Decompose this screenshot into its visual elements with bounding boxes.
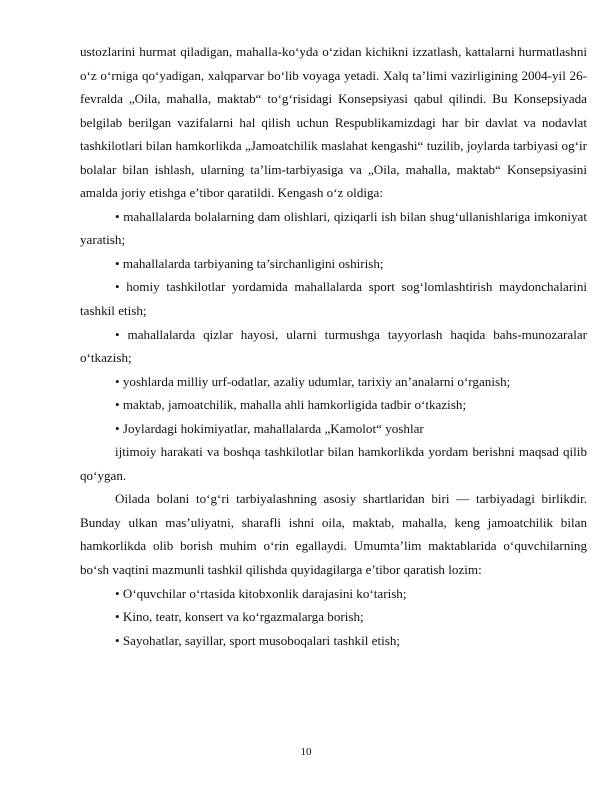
list-item-cinema: • Kino, teatr, konsert va ko‘rgazmalarga borish; [115, 609, 364, 625]
list-item-traditions: • yoshlarda milliy urf-odatlar, azaliy udumlar, tarixiy an’analarni o‘rganish; [115, 373, 511, 389]
list-item-upbringing: • mahallalarda tarbiyaning ta’sirchanligini oshirish; [115, 255, 384, 271]
list-item-joint-events: • maktab, jamoatchilik, mahalla ahli hamkorligida tadbir o‘tkazish; [115, 397, 467, 413]
list-item-kamolot: • Joylardagi hokimiyatlar, mahallalarda „Kamolot“ yoshlar [115, 420, 424, 436]
list-item-leisure: • mahallalarda bolalarning dam olishlari, qiziqarli ish bilan shug‘ullanishlariga imkoniyat yaratish; [80, 208, 587, 248]
page-number: 10 [300, 746, 312, 758]
list-item-reading: • O‘quvchilar o‘rtasida kitobxonlik darajasini ko‘tarish; [115, 585, 407, 601]
list-item-girls-debates: • mahallalarda qizlar hayosi, ularni turmushga tayyorlash haqida bahs-munozaralar o‘tkazish; [80, 326, 587, 366]
paragraph-family-unity: Oilada bolani to‘g‘ri tarbiyalashning asosiy shartlaridan biri — tarbiyadagi birlikdir. Bunday ulkan mas’uliyatni, sharafli ishni oila, maktab, mahalla, keng jamoatchilik bilan hamkorlikda olib borish muhim o‘rin egallaydi. Umumta’lim maktablarida o‘quvchilarning bo‘sh vaqtini mazmunli tashkil qilishda quyidagilarga e’tibor qaratish lozim: [80, 491, 587, 578]
paragraph-intro: ustozlarini hurmat qiladigan, mahalla-ko‘yda o‘zidan kichikni izzatlash, kattalarni hurmatlashni o‘z o‘rniga qo‘yadigan, xalqparvar bo‘lib voyaga yetadi. Xalq ta’limi vazirligining 2004-yil 26-fevralda „Oila, mahalla, maktab“ to‘g‘risidagi Konsepsiyasi qabul qilindi. Bu Konsepsiyada belgilab berilgan vazifalarni hal qilish uchun Respublikamizdagi har bir davlat va nodavlat tashkilotlari bilan hamkorlikda „Jamoatchilik maslahat kengashi“ tuzilib, joylarda tarbiyasi og‘ir bolalar bilan ishlash, ularning ta’lim-tarbiyasiga va „Oila, mahalla, maktab“ Konsepsiyasini amalda joriy etishga e’tibor qaratildi. Kengash o‘z oldiga: [80, 44, 587, 201]
paragraph-cooperation: ijtimoiy harakati va boshqa tashkilotlar bilan hamkorlikda yordam berishni maqsad qilib qo‘ygan. [80, 444, 587, 483]
document-body [80, 40, 587, 652]
list-item-sport-grounds: • homiy tashkilotlar yordamida mahallalarda sport sog‘lomlashtirish maydonchalarini tashkil etish; [80, 279, 587, 319]
list-item-trips: • Sayohatlar, sayillar, sport musoboqalari tashkil etish; [115, 632, 400, 648]
